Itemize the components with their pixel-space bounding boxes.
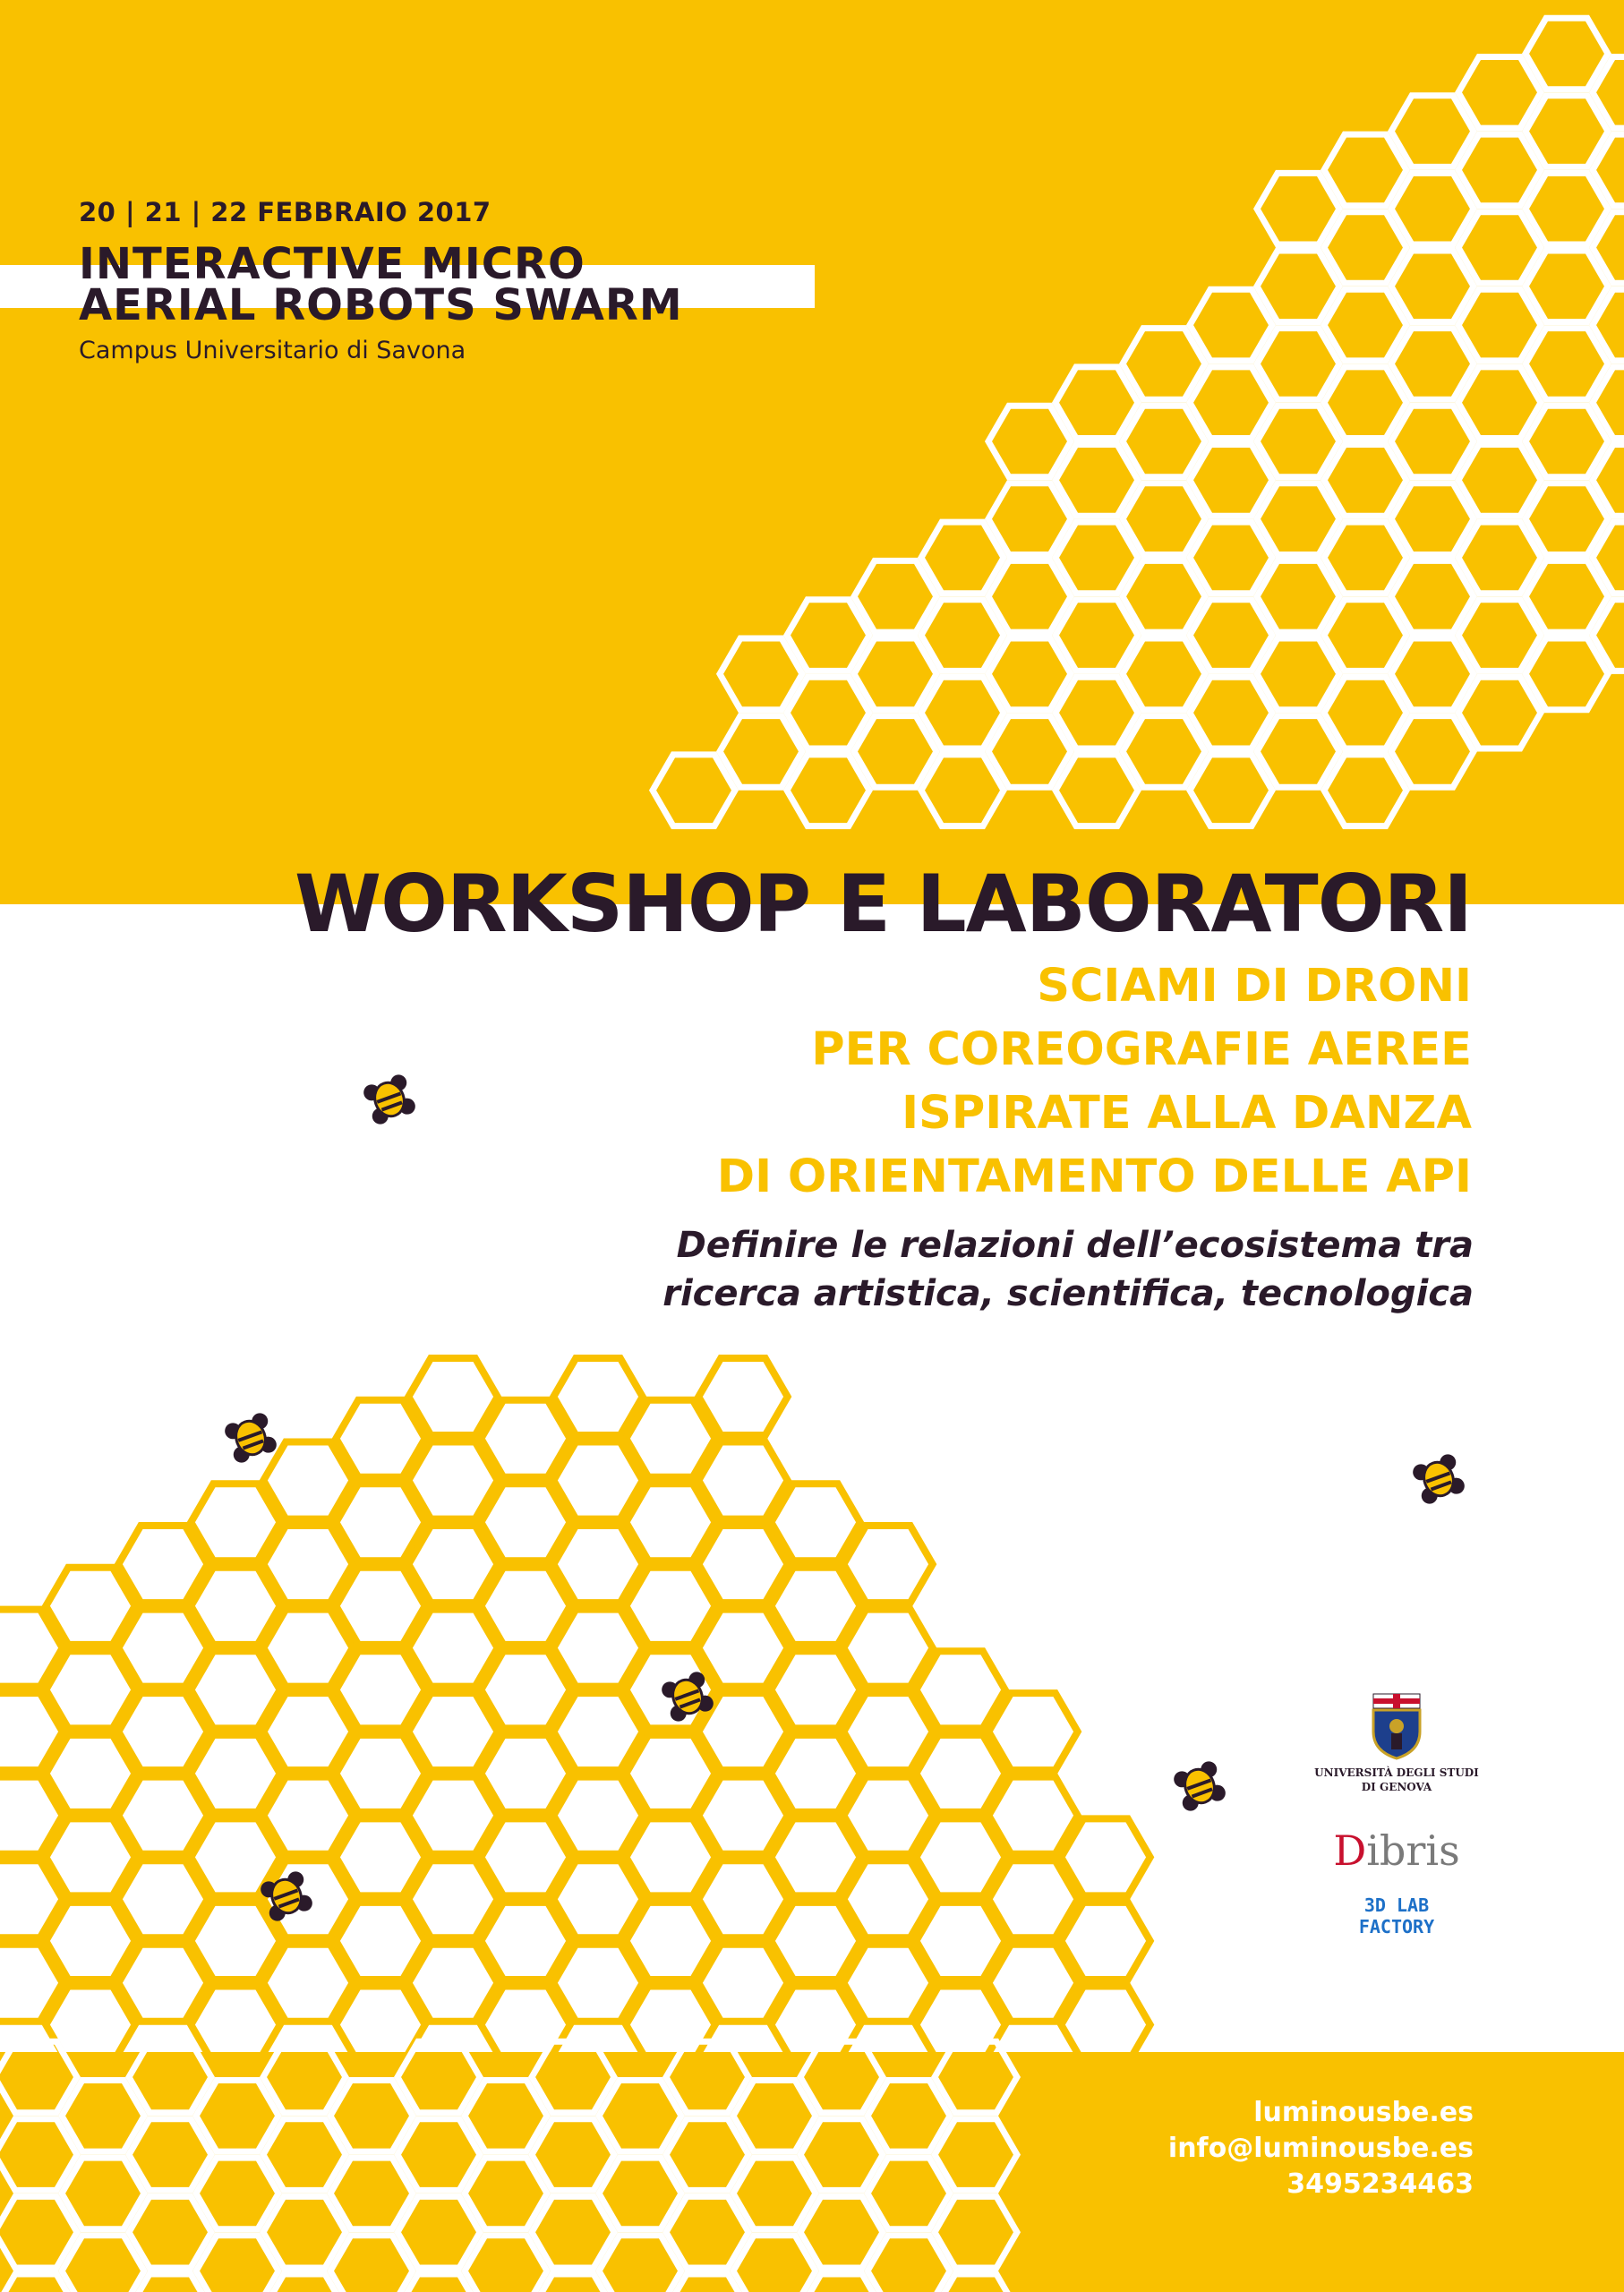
honeycomb-cell: [1324, 367, 1406, 439]
honeycomb-cell: [1257, 716, 1339, 788]
honeycomb-cell: [921, 600, 1004, 671]
honeycomb-cell: [263, 2041, 346, 2113]
honeycomb-cell: [336, 1651, 424, 1728]
honeycomb-cell: [626, 1903, 714, 1980]
honeycomb-cell: [532, 2119, 614, 2191]
tagline: [662, 1221, 1474, 1318]
contact-info: [1168, 2095, 1474, 2202]
honeycomb-cell: [653, 755, 735, 826]
honeycomb-cell: [666, 2041, 748, 2113]
honeycomb-cell: [408, 1777, 497, 1854]
honeycomb-cell: [336, 1484, 424, 1561]
honeycomb-cell: [1190, 600, 1272, 671]
honeycomb-cell: [1458, 212, 1541, 284]
honeycomb-cell: [1526, 638, 1608, 710]
honeycomb-cell: [666, 2196, 748, 2268]
honeycomb-cell: [626, 1568, 714, 1645]
honeycomb-bottom: [0, 2041, 1017, 2292]
subheading-line: DI ORIENTAMENTO DELLE API: [716, 1150, 1472, 1203]
honeycomb-cell: [1190, 677, 1272, 748]
unige-logo: [1303, 1692, 1491, 1792]
dibris-logo-rest: ibris: [1366, 1826, 1460, 1875]
honeycomb-cell: [263, 2119, 346, 2191]
honeycomb-cell: [988, 716, 1071, 788]
honeycomb-top: [653, 18, 1624, 825]
honeycomb-cell: [1257, 483, 1339, 555]
dibris-logo: [1303, 1826, 1491, 1875]
honeycomb-cell: [1391, 329, 1474, 400]
bee-icon: [362, 1073, 418, 1126]
event-title-line1: INTERACTIVE MICRO: [79, 239, 585, 289]
honeycomb-cell: [843, 1777, 932, 1854]
honeycomb-cell: [1324, 600, 1406, 671]
honeycomb-cell: [0, 2196, 77, 2268]
honeycomb-cell: [191, 1903, 279, 1980]
honeycomb-cell: [336, 1818, 424, 1895]
honeycomb-cell: [553, 1442, 642, 1519]
honeycomb-cell: [1257, 406, 1339, 477]
honeycomb-cell: [408, 1860, 497, 1937]
honeycomb-cell: [1324, 522, 1406, 594]
honeycomb-cell: [988, 483, 1071, 555]
honeycomb-cell: [1458, 367, 1541, 439]
tagline-line: ricerca artistica, scientifica, tecnologica: [662, 1273, 1474, 1314]
honeycomb-cell: [1056, 367, 1138, 439]
honeycomb-cell: [1257, 560, 1339, 632]
honeycomb-cell: [191, 1651, 279, 1728]
honeycomb-cell: [408, 1693, 497, 1770]
honeycomb-cell: [118, 1693, 207, 1770]
honeycomb-cell: [553, 1945, 642, 2022]
honeycomb-cell: [988, 1777, 1077, 1854]
honeycomb-cell: [1526, 96, 1608, 167]
honeycomb-cell: [698, 1526, 787, 1603]
honeycomb-cell: [263, 1777, 352, 1854]
honeycomb-cell: [843, 1693, 932, 1770]
unige-crest-icon: [1368, 1692, 1425, 1760]
honeycomb-cell: [843, 1610, 932, 1687]
honeycomb-cell: [553, 1693, 642, 1770]
honeycomb-cell: [868, 2158, 950, 2229]
honeycomb-cell: [1458, 134, 1541, 206]
honeycomb-cell: [787, 600, 869, 671]
honeycomb-cell: [191, 1568, 279, 1645]
contact-phone: 3495234463: [1286, 2168, 1474, 2200]
subheading-line: ISPIRATE ALLA DANZA: [902, 1087, 1472, 1140]
honeycomb-cell: [916, 1818, 1004, 1895]
honeycomb-cell: [46, 1818, 134, 1895]
honeycomb-cell: [698, 1358, 787, 1435]
honeycomb-cell: [118, 1610, 207, 1687]
honeycomb-cell: [698, 1945, 787, 2022]
honeycomb-cell: [1391, 96, 1474, 167]
honeycomb-cell: [1526, 251, 1608, 322]
honeycomb-cell: [1526, 329, 1608, 400]
honeycomb-cell: [408, 1526, 497, 1603]
honeycomb-cell: [465, 2158, 547, 2229]
honeycomb-cell: [553, 1610, 642, 1687]
honeycomb-cell: [46, 1651, 134, 1728]
subheading-line: SCIAMI DI DRONI: [1037, 960, 1472, 1013]
honeycomb-cell: [626, 1818, 714, 1895]
honeycomb-cell: [626, 1987, 714, 2064]
honeycomb-cell: [868, 2236, 950, 2292]
unige-caption-line2: DI GENOVA: [1361, 1781, 1432, 1793]
honeycomb-cell: [771, 1735, 859, 1812]
honeycomb-cell: [988, 406, 1071, 477]
honeycomb-cell: [988, 560, 1071, 632]
honeycomb-cell: [771, 1484, 859, 1561]
honeycomb-cell: [1526, 483, 1608, 555]
honeycomb-cell: [1391, 560, 1474, 632]
honeycomb-cell: [62, 2236, 144, 2292]
honeycomb-cell: [1458, 289, 1541, 361]
honeycomb-cell: [1391, 251, 1474, 322]
honeycomb-cell: [1391, 173, 1474, 244]
honeycomb-cell: [698, 1610, 787, 1687]
honeycomb-cell: [599, 2081, 681, 2152]
honeycomb-cell: [843, 1526, 932, 1603]
honeycomb-cell: [263, 1693, 352, 1770]
honeycomb-cell: [1056, 600, 1138, 671]
honeycomb-cell: [481, 1400, 569, 1477]
honeycomb-middle: [0, 1358, 1150, 2064]
honeycomb-cell: [854, 716, 936, 788]
honeycomb-cell: [397, 2196, 480, 2268]
honeycomb-cell: [868, 2081, 950, 2152]
honeycomb-cell: [843, 1945, 932, 2022]
honeycomb-cell: [1526, 406, 1608, 477]
honeycomb-cell: [921, 677, 1004, 748]
honeycomb-cell: [733, 2158, 816, 2229]
honeycomb-cell: [771, 1903, 859, 1980]
honeycomb-cell: [1190, 445, 1272, 517]
honeycomb-cell: [1324, 445, 1406, 517]
honeycomb-cell: [129, 2119, 211, 2191]
honeycomb-cell: [196, 2158, 278, 2229]
honeycomb-cell: [1526, 173, 1608, 244]
tagline-line: Definire le relazioni dell’ecosistema tra: [676, 1225, 1474, 1266]
honeycomb-cell: [1458, 522, 1541, 594]
honeycomb-cell: [921, 522, 1004, 594]
honeycomb-cell: [0, 2119, 77, 2191]
honeycomb-cell: [988, 1860, 1077, 1937]
honeycomb-cell: [263, 1526, 352, 1603]
honeycomb-cell: [263, 1610, 352, 1687]
honeycomb-cell: [118, 1526, 207, 1603]
honeycomb-cell: [129, 2196, 211, 2268]
main-heading: WORKSHOP E LABORATORI: [295, 858, 1472, 950]
honeycomb-cell: [599, 2158, 681, 2229]
honeycomb-cell: [532, 2041, 614, 2113]
honeycomb-cell: [481, 1651, 569, 1728]
partner-logos: [1303, 1692, 1491, 1937]
honeycomb-cell: [1123, 716, 1205, 788]
honeycomb-cell: [191, 1484, 279, 1561]
honeycomb-cell: [1190, 367, 1272, 439]
honeycomb-cell: [1190, 755, 1272, 826]
honeycomb-cell: [1324, 212, 1406, 284]
honeycomb-cell: [330, 2081, 413, 2152]
honeycomb-cell: [1123, 406, 1205, 477]
honeycomb-cell: [771, 1818, 859, 1895]
honeycomb-cell: [1061, 1987, 1150, 2064]
honeycomb-cell: [465, 2081, 547, 2152]
honeycomb-cell: [787, 755, 869, 826]
honeycomb-cell: [1257, 251, 1339, 322]
honeycomb-cell: [191, 1735, 279, 1812]
honeycomb-cell: [1324, 677, 1406, 748]
honeycomb-cell: [935, 2196, 1017, 2268]
bee-icon: [1411, 1452, 1467, 1506]
event-title-line2: AERIAL ROBOTS SWARM: [79, 280, 683, 330]
honeycomb-cell: [1061, 1818, 1150, 1895]
honeycomb-cell: [1324, 289, 1406, 361]
honeycomb-cell: [843, 1860, 932, 1937]
honeycomb-cell: [408, 1442, 497, 1519]
honeycomb-cell: [397, 2041, 480, 2113]
honeycomb-cell: [787, 677, 869, 748]
honeycomb-cell: [1458, 600, 1541, 671]
honeycomb-cell: [118, 1945, 207, 2022]
honeycomb-cell: [1526, 18, 1608, 90]
honeycomb-cell: [1123, 560, 1205, 632]
honeycomb-cell: [800, 2119, 883, 2191]
honeycomb-cell: [481, 1987, 569, 2064]
honeycomb-cell: [935, 2119, 1017, 2191]
honeycomb-cell: [481, 1903, 569, 1980]
honeycomb-cell: [46, 1903, 134, 1980]
honeycomb-cell: [666, 2119, 748, 2191]
honeycomb-cell: [698, 1860, 787, 1937]
honeycomb-cell: [916, 1651, 1004, 1728]
3d-lab-line1: 3D LAB: [1363, 1894, 1430, 1916]
honeycomb-cell: [465, 2236, 547, 2292]
honeycomb-cell: [626, 1735, 714, 1812]
honeycomb-cell: [771, 1568, 859, 1645]
honeycomb-cell: [263, 1945, 352, 2022]
honeycomb-cell: [1458, 677, 1541, 748]
subheading: [717, 954, 1472, 1209]
dibris-logo-initial: D: [1333, 1826, 1367, 1875]
honeycomb-cell: [553, 1777, 642, 1854]
honeycomb-cell: [118, 1777, 207, 1854]
honeycomb-cell: [397, 2119, 480, 2191]
honeycomb-cell: [1056, 755, 1138, 826]
honeycomb-cell: [46, 1735, 134, 1812]
honeycomb-cell: [408, 1358, 497, 1435]
honeycomb-cell: [1123, 483, 1205, 555]
honeycomb-cell: [988, 638, 1071, 710]
unige-caption-line1: UNIVERSITÀ DEGLI STUDI: [1314, 1766, 1479, 1779]
honeycomb-cell: [599, 2236, 681, 2292]
honeycomb-cell: [191, 1987, 279, 2064]
honeycomb-cell: [1391, 638, 1474, 710]
honeycomb-cell: [854, 638, 936, 710]
honeycomb-cell: [921, 755, 1004, 826]
honeycomb-cell: [1458, 445, 1541, 517]
honeycomb-cell: [481, 1484, 569, 1561]
honeycomb-cell: [263, 1442, 352, 1519]
honeycomb-cell: [553, 1860, 642, 1937]
honeycomb-cell: [1190, 289, 1272, 361]
honeycomb-cell: [720, 638, 802, 710]
honeycomb-cell: [553, 1526, 642, 1603]
event-title: [79, 239, 683, 330]
honeycomb-cell: [720, 716, 802, 788]
honeycomb-cell: [1257, 329, 1339, 400]
honeycomb-cell: [532, 2196, 614, 2268]
honeycomb-cell: [626, 1400, 714, 1477]
honeycomb-cell: [118, 1860, 207, 1937]
honeycomb-cell: [988, 1945, 1077, 2022]
event-date: 20 | 21 | 22 FEBBRAIO 2017: [79, 197, 491, 227]
honeycomb-cell: [1458, 57, 1541, 129]
honeycomb-cell: [916, 1987, 1004, 2064]
honeycomb-cell: [935, 2041, 1017, 2113]
honeycomb-cell: [336, 1903, 424, 1980]
honeycomb-cell: [854, 560, 936, 632]
honeycomb-cell: [62, 2081, 144, 2152]
honeycomb-cell: [1257, 173, 1339, 244]
honeycomb-cell: [336, 1400, 424, 1477]
honeycomb-cell: [263, 2196, 346, 2268]
honeycomb-cell: [336, 1568, 424, 1645]
honeycomb-cell: [698, 1777, 787, 1854]
honeycomb-cell: [481, 1568, 569, 1645]
honeycomb-cell: [1061, 1903, 1150, 1980]
subheading-line: PER COREOGRAFIE AEREE: [811, 1023, 1472, 1076]
honeycomb-cell: [1391, 716, 1474, 788]
honeycomb-cell: [129, 2041, 211, 2113]
honeycomb-cell: [196, 2236, 278, 2292]
honeycomb-cell: [1324, 134, 1406, 206]
honeycomb-cell: [553, 1358, 642, 1435]
bee-icon: [1172, 1759, 1228, 1813]
honeycomb-cell: [1391, 406, 1474, 477]
honeycomb-cell: [408, 1945, 497, 2022]
honeycomb-cell: [1056, 677, 1138, 748]
honeycomb-cell: [0, 2041, 77, 2113]
honeycomb-cell: [62, 2158, 144, 2229]
honeycomb-cell: [1123, 638, 1205, 710]
honeycomb-cell: [46, 1568, 134, 1645]
3d-lab-factory-logo: [1303, 1894, 1491, 1937]
contact-email[interactable]: info@luminousbe.es: [1167, 2133, 1474, 2164]
honeycomb-cell: [1324, 755, 1406, 826]
honeycomb-cell: [1123, 329, 1205, 400]
honeycomb-cell: [330, 2158, 413, 2229]
honeycomb-cell: [1056, 445, 1138, 517]
honeycomb-cell: [771, 1651, 859, 1728]
honeycomb-cell: [1190, 522, 1272, 594]
event-venue: Campus Universitario di Savona: [79, 337, 466, 364]
honeycomb-cell: [733, 2236, 816, 2292]
honeycomb-cell: [196, 2081, 278, 2152]
honeycomb-cell: [698, 1442, 787, 1519]
honeycomb-cell: [916, 1735, 1004, 1812]
honeycomb-cell: [336, 1735, 424, 1812]
honeycomb-cell: [330, 2236, 413, 2292]
honeycomb-cell: [481, 1735, 569, 1812]
honeycomb-cell: [481, 1818, 569, 1895]
honeycomb-cell: [626, 1484, 714, 1561]
honeycomb-cell: [733, 2081, 816, 2152]
3d-lab-line2: FACTORY: [1358, 1916, 1435, 1937]
honeycomb-cell: [916, 1903, 1004, 1980]
honeycomb-cell: [1391, 483, 1474, 555]
honeycomb-cell: [1257, 638, 1339, 710]
honeycomb-cell: [1526, 560, 1608, 632]
bee-icon: [223, 1411, 279, 1465]
honeycomb-cell: [408, 1610, 497, 1687]
honeycomb-cell: [988, 1693, 1077, 1770]
honeycomb-cell: [1056, 522, 1138, 594]
contact-website[interactable]: luminousbe.es: [1253, 2097, 1474, 2128]
honeycomb-cell: [800, 2196, 883, 2268]
